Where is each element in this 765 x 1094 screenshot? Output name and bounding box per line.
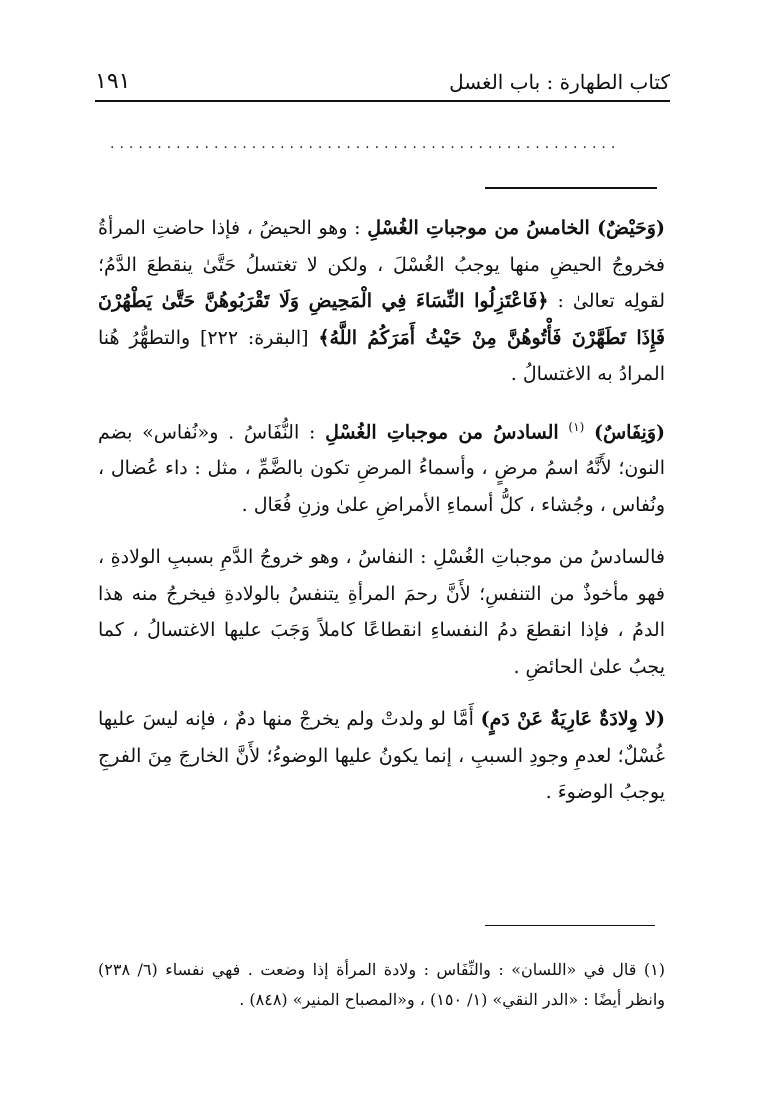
paragraph-text: : وهو الحيضُ ، فإذا حاضتِ المرأةُ فخروجُ الحيضِ منها يوجبُ الغُسْلَ ، ولكن لا تغتسلُ حَتَّىٰ ينقطعَ الدَّمُ؛ لقولِه تعالىٰ : [98,217,665,312]
paragraph-birth-without-blood [98,701,665,811]
footnote-reference[interactable]: (١) [568,419,585,434]
section-rule [485,187,657,189]
paragraph-heading: السادسُ من موجباتِ الغُسْلِ [325,420,559,443]
running-title: كتاب الطهارة : باب الغسل [449,70,670,94]
footnotes [98,955,665,1015]
paragraph-postpartum-explanation [98,539,665,685]
main-text [98,210,665,827]
paragraph-text: فالسادسُ من موجباتِ الغُسْلِ : النفاسُ ، وهو خروجُ الدَّمِ بسببِ الولادةِ ، فهو مأخوذٌ من التنفسِ؛ لأَنَّ رحمَ المرأةِ يتنفسُ بالولادةِ فيخرجُ منه هذا الدمُ ، فإذا انقطعَ دمُ النفساءِ انقطاعًا كاملاً وَجَبَ عليها الاغتسالُ ، كما يجبُ علىٰ الحائضِ . [98,546,665,678]
paragraph-menstruation [98,210,665,393]
footnote-rule [485,925,655,926]
paragraph-heading: (لا وِلادَةٌ عَارِيَةٌ عَنْ دَمٍ) [480,708,665,731]
paragraph-postpartum [98,409,665,524]
paragraph-text: أَمَّا لو ولدتْ ولم يخرجْ منها دمٌ ، فإنه ليسَ عليها غُسْلٌ؛ لعدمِ وجودِ السببِ ، إنما يكونُ عليها الوضوءُ؛ لأَنَّ الخارجَ مِنَ الفرجِ يوجبُ الوضوءَ . [98,708,665,804]
page-header [95,64,670,102]
quran-verse: ﴿فَاعْتَزِلُوا النِّسَاءَ فِي الْمَحِيضِ وَلَا تَقْرَبُوهُنَّ حَتَّىٰ يَطْهُرْنَ فَإِذَا تَطَهَّرْنَ فَأْتُوهُنَّ مِنْ حَيْثُ أَمَرَكُمُ اللَّهُ﴾ [98,290,665,349]
page-number: ١٩١ [95,69,131,94]
paragraph-heading: (وَحَيْضٌ) الخامسُ من موجباتِ الغُسْلِ [367,217,665,239]
paragraph-text: : النُّفَاسُ . و«نُفاس» بضم النون؛ لأَنَّهُ اسمُ مرضٍ ، وأسماءُ المرضِ تكون بالضَّمِّ ، مثل : داء عُضال ، ونُفاس ، وجُشاء ، كلُّ أسماءِ الأمراضِ علىٰ وزنِ فُعَال . [98,420,665,516]
dotted-separator: ...................................................... [110,136,621,152]
footnote-1: (١) قال في «اللسان» : والنِّفَاس : ولادة المرأة إذا وضعت . فهي نفساء (٦/ ٢٣٨) وانظر أيضًا : «الدر النقي» (١/ ١٥٠) ، و«المصباح المنير» (٨٤٨) . [98,960,665,1009]
paragraph-text: [البقرة: ٢٢٢] والتطهُّرُ هُنا المرادُ به الاغتسالُ . [98,326,665,385]
paragraph-heading: (وَنِفَاسٌ) [593,420,665,443]
